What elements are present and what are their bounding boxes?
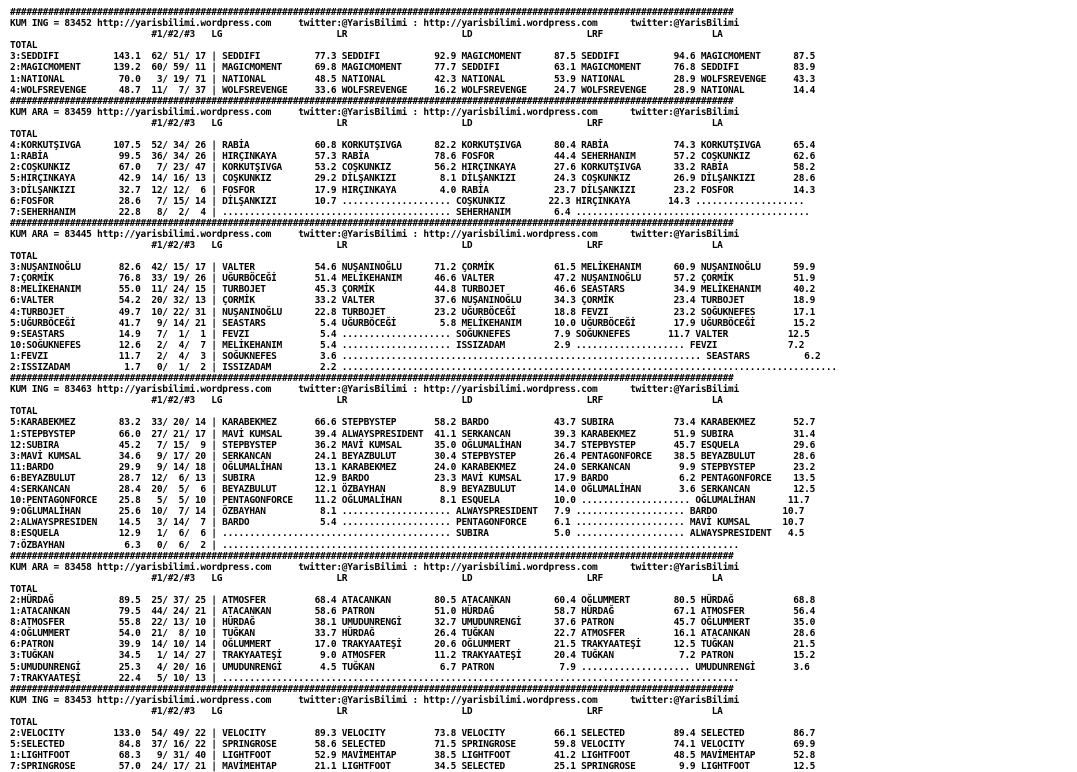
- horse-row: 9:OĞLUMALİHAN 25.6 10/ 7/ 14 | ÖZBAYHAN 8.1 .................... ALWAYSPRESIDENT 7.9 .................... BARDO 10.7: [10, 506, 805, 518]
- horse-row: 9:SEASTARS 14.9 7/ 1/ 1 | FEVZI 5.4 .................... SOĞUKNEFES 7.9 SOĞUKNEFES 11.7 VALTER 12.5: [10, 328, 810, 340]
- horse-row: 8:ATMOSFER 55.8 22/ 13/ 10 | HÜRDAĞ 38.1 UMUDUNRENGİ 32.7 UMUDUNRENGİ 37.6 PATRON 45.7 OĞLUMMERT 35.0: [10, 617, 816, 629]
- horse-row: 3:SEDDIFI 143.1 62/ 51/ 17 | SEDDIFI 77.3 SEDDIFI 92.9 MAGICMOMENT 87.5 SEDDIFI 94.6 MAGICMOMENT 87.5: [10, 51, 816, 63]
- column-header-line: #1/#2/#3 LG LR LD LRF LA: [10, 705, 723, 717]
- horse-row: 5:HIRÇINKAYA 42.9 14/ 16/ 13 | COŞKUNKIZ 29.2 DİLŞANKIZI 8.1 DİLŞANKIZI 24.3 COŞKUNKIZ 26.9 DİLŞANKIZI 28.6: [10, 173, 816, 185]
- horse-row: 1:NATIONAL 70.0 3/ 19/ 71 | NATIONAL 48.5 NATIONAL 42.3 NATIONAL 53.9 NATIONAL 28.9 WOLFSREVENGE 43.3: [10, 73, 816, 85]
- total-label: TOTAL: [10, 129, 38, 141]
- total-label: TOTAL: [10, 583, 38, 595]
- hash-separator: #####################################################################################################################################: [10, 373, 734, 385]
- horse-row: 5:UĞURBÖCEĞİ 41.7 9/ 14/ 21 | SEASTARS 5.4 UĞURBÖCEĞİ 5.8 MELİKEHANIM 10.0 UĞURBÖCEĞİ 17.9 UĞURBÖCEĞİ 15.2: [10, 317, 816, 329]
- horse-row: 4:SERKANCAN 28.4 20/ 5/ 6 | BEYAZBULUT 12.1 ÖZBAYHAN 8.9 BEYAZBULUT 14.0 OĞLUMALİHAN 3.6 SERKANCAN 12.5: [10, 484, 816, 496]
- column-header-line: #1/#2/#3 LG LR LD LRF LA: [10, 239, 723, 251]
- total-label: TOTAL: [10, 717, 38, 728]
- column-header-line: #1/#2/#3 LG LR LD LRF LA: [10, 395, 723, 407]
- horse-row: 4:KORKUTŞIVGA 107.5 52/ 34/ 26 | RABİA 60.8 KORKUTŞIVGA 82.2 KORKUTŞIVGA 80.4 RABİA 74.3 KORKUTŞIVGA 65.4: [10, 140, 816, 152]
- horse-row: 7:ÇORMİK 76.8 33/ 19/ 26 | UĞURBÖCEĞİ 51.4 MELİKEHANIM 46.6 VALTER 47.2 NUŞANINOĞLU 57.2 ÇORMİK 51.9: [10, 273, 816, 285]
- race-header-line: KUM ING = 83453 http://yarisbilimi.wordpress.com twitter:@YarisBilimi : http://yarisbilimi.wordpress.com twitter:@YarisBilimi: [10, 694, 739, 706]
- horse-row: 12:SUBIRA 45.2 7/ 15/ 9 | STEPBYSTEP 36.2 MAVİ KUMSAL 35.0 OĞLUMALİHAN 34.7 STEPBYSTEP 45.7 ESQUELA 29.6: [10, 439, 816, 451]
- horse-row: 2:COŞKUNKIZ 67.0 7/ 23/ 47 | KORKUTŞIVGA 53.2 COŞKUNKIZ 56.2 HIRÇINKAYA 27.6 KORKUTŞIVGA 33.2 RABİA 58.2: [10, 162, 816, 174]
- horse-row: 3:MAVİ KUMSAL 34.6 9/ 17/ 20 | SERKANCAN 24.1 BEYAZBULUT 30.4 STEPBYSTEP 26.4 PENTAGONFORCE 38.5 BEYAZBULUT 28.6: [10, 450, 816, 462]
- race-section: [10, 684, 837, 772]
- horse-row: 4:WOLFSREVENGE 48.7 11/ 7/ 37 | WOLFSREVENGE 33.6 WOLFSREVENGE 16.2 WOLFSREVENGE 24.7 WOLFSREVENGE 28.9 NATIONAL 14.4: [10, 84, 816, 96]
- hash-separator: #####################################################################################################################################: [10, 7, 734, 18]
- race-header-line: KUM ING = 83452 http://yarisbilimi.wordpress.com twitter:@YarisBilimi : http://yarisbilimi.wordpress.com twitter:@YarisBilimi: [10, 18, 739, 30]
- race-header-line: KUM ARA = 83459 http://yarisbilimi.wordpress.com twitter:@YarisBilimi : http://yarisbilimi.wordpress.com twitter:@YarisBilimi: [10, 106, 739, 118]
- horse-row: 11:BARDO 29.9 9/ 14/ 18 | OĞLUMALİHAN 13.1 KARABEKMEZ 24.0 KARABEKMEZ 24.0 SERKANCAN 9.9 STEPBYSTEP 23.2: [10, 461, 816, 473]
- horse-row: 6:BEYAZBULUT 28.7 12/ 6/ 13 | SUBIRA 12.9 BARDO 23.3 MAVİ KUMSAL 17.9 BARDO 6.2 PENTAGONFORCE 13.5: [10, 472, 816, 484]
- horse-row: 7:ÖZBAYHAN 6.3 0/ 6/ 2 | ...............................................................................................: [10, 539, 739, 551]
- horse-row: 6:FOSFOR 28.6 7/ 15/ 14 | DİLŞANKIZI 10.7 .................... COŞKUNKIZ 22.3 HIRÇINKAYA 14.3 ....................: [10, 195, 805, 207]
- horse-row: 4:TURBOJET 49.7 10/ 22/ 31 | NUŞANINOĞLU 22.8 TURBOJET 23.2 UĞURBÖCEĞİ 18.8 FEVZI 23.2 SOĞUKNEFES 17.1: [10, 306, 816, 318]
- horse-row: 2:ISSIZADAM 1.7 0/ 1/ 2 | ISSIZADAM 2.2 ...........................................................................................: [10, 362, 837, 373]
- horse-row: 8:ESQUELA 12.9 1/ 6/ 6 | .......................................... SUBIRA 5.0 .................... ALWAYSPRESIDENT 4.5: [10, 528, 805, 540]
- race-report-document: [10, 7, 837, 772]
- horse-row: 3:DİLŞANKIZI 32.7 12/ 12/ 6 | FOSFOR 17.9 HIRÇINKAYA 4.0 RABİA 23.7 DİLŞANKIZI 23.2 FOSFOR 14.3: [10, 184, 816, 196]
- horse-row: 7:TRAKYAATEŞİ 22.4 5/ 10/ 13 | ...............................................................................................: [10, 672, 739, 684]
- race-header-line: KUM ARA = 83458 http://yarisbilimi.wordpress.com twitter:@YarisBilimi : http://yarisbilimi.wordpress.com twitter:@YarisBilimi: [10, 561, 739, 573]
- race-header-line: KUM ARA = 83445 http://yarisbilimi.wordpress.com twitter:@YarisBilimi : http://yarisbilimi.wordpress.com twitter:@YarisBilimi: [10, 228, 739, 240]
- horse-row: 5:UMUDUNRENGİ 25.3 4/ 20/ 16 | UMUDUNRENGİ 4.5 TUĞKAN 6.7 PATRON 7.9 .................... UMUDUNRENGİ 3.6: [10, 661, 810, 673]
- horse-row: 7:SEHERHANIM 22.8 8/ 2/ 4 | .......................................... SEHERHANIM 6.4 ...........................................: [10, 206, 810, 218]
- race-section: [10, 551, 837, 684]
- horse-row: 10:PENTAGONFORCE 25.8 5/ 5/ 10 | PENTAGONFORCE 11.2 OĞLUMALİHAN 8.1 ESQUELA 10.0 .................... OĞLUMALİHAN 11.7: [10, 495, 810, 507]
- hash-separator: #####################################################################################################################################: [10, 550, 734, 562]
- horse-row: 1:STEPBYSTEP 66.0 27/ 21/ 17 | MAVİ KUMSAL 39.4 ALWAYSPRESIDENT 41.1 SERKANCAN 39.3 KARABEKMEZ 51.9 SUBIRA 31.4: [10, 428, 816, 440]
- race-section: [10, 96, 837, 218]
- horse-row: 2:HÜRDAĞ 89.5 25/ 37/ 25 | ATMOSFER 68.4 ATACANKAN 80.5 ATACANKAN 60.4 OĞLUMMERT 80.5 HÜRDAĞ 68.8: [10, 594, 816, 606]
- hash-separator: #####################################################################################################################################: [10, 683, 734, 695]
- total-label: TOTAL: [10, 251, 38, 263]
- column-header-line: #1/#2/#3 LG LR LD LRF LA: [10, 117, 723, 129]
- horse-row: 6:PATRON 39.9 14/ 10/ 14 | OĞLUMMERT 17.0 TRAKYAATEŞİ 20.6 OĞLUMMERT 21.5 TRAKYAATEŞİ 12.5 TUĞKAN 21.5: [10, 639, 816, 651]
- horse-row: 2:ALWAYSPRESIDEN 14.5 3/ 14/ 7 | BARDO 5.4 .................... PENTAGONFORCE 6.1 .................... MAVİ KUMSAL 10.7: [10, 517, 805, 529]
- column-header-line: #1/#2/#3 LG LR LD LRF LA: [10, 29, 723, 41]
- hash-separator: #####################################################################################################################################: [10, 95, 734, 107]
- horse-row: 5:SELECTED 84.8 37/ 16/ 22 | SPRINGROSE 58.6 SELECTED 71.5 SPRINGROSE 59.8 VELOCITY 74.1 VELOCITY 69.9: [10, 739, 816, 751]
- race-section: [10, 373, 837, 551]
- horse-row: 2:MAGICMOMENT 139.2 60/ 59/ 11 | MAGICMOMENT 69.8 MAGICMOMENT 77.7 SEDDIFI 63.1 MAGICMOMENT 76.8 SEDDIFI 83.9: [10, 62, 816, 74]
- total-label: TOTAL: [10, 406, 38, 418]
- horse-row: 2:VELOCITY 133.0 54/ 49/ 22 | VELOCITY 89.3 VELOCITY 73.8 VELOCITY 66.1 SELECTED 89.4 SELECTED 86.7: [10, 728, 816, 740]
- horse-row: 1:RABİA 99.5 36/ 34/ 26 | HIRÇINKAYA 57.3 RABİA 78.6 FOSFOR 44.4 SEHERHANIM 57.2 COŞKUNKIZ 62.6: [10, 151, 816, 163]
- horse-row: 10:SOĞUKNEFES 12.6 2/ 4/ 7 | MELİKEHANIM 5.4 .................... ISSIZADAM 2.9 .................... FEVZI 7.2: [10, 339, 805, 351]
- horse-row: 3:NUŞANINOĞLU 82.6 42/ 15/ 17 | VALTER 54.6 NUŞANINOĞLU 71.2 ÇORMİK 61.5 MELİKEHANIM 60.9 NUŞANINOĞLU 59.9: [10, 262, 816, 274]
- column-header-line: #1/#2/#3 LG LR LD LRF LA: [10, 572, 723, 584]
- horse-row: 5:KARABEKMEZ 83.2 33/ 20/ 14 | KARABEKMEZ 66.6 STEPBYSTEP 58.2 BARDO 43.7 SUBIRA 73.4 KARABEKMEZ 52.7: [10, 417, 816, 429]
- horse-row: 3:TUĞKAN 34.5 1/ 14/ 27 | TRAKYAATEŞİ 9.0 ATMOSFER 11.2 TRAKYAATEŞİ 20.4 TUĞKAN 7.2 PATRON 15.2: [10, 650, 816, 662]
- horse-row: 8:MELİKEHANIM 55.0 11/ 24/ 15 | TURBOJET 45.3 ÇORMİK 44.8 TURBOJET 46.6 SEASTARS 34.9 MELİKEHANIM 40.2: [10, 284, 816, 296]
- horse-row: 7:SPRINGROSE 57.0 24/ 17/ 21 | MAVİMEHTAP 21.1 LIGHTFOOT 34.5 SELECTED 25.1 SPRINGROSE 9.9 LIGHTFOOT 12.5: [10, 761, 816, 772]
- hash-separator: #####################################################################################################################################: [10, 217, 734, 229]
- race-section: [10, 7, 837, 96]
- horse-row: 1:LIGHTFOOT 68.3 9/ 31/ 40 | LIGHTFOOT 52.9 MAVİMEHTAP 38.5 LIGHTFOOT 41.2 LIGHTFOOT 48.5 MAVİMEHTAP 52.8: [10, 750, 816, 762]
- race-header-line: KUM ING = 83463 http://yarisbilimi.wordpress.com twitter:@YarisBilimi : http://yarisbilimi.wordpress.com twitter:@YarisBilimi: [10, 384, 739, 396]
- horse-row: 6:VALTER 54.2 20/ 32/ 13 | ÇORMİK 33.2 VALTER 37.6 NUŞANINOĞLU 34.3 ÇORMİK 23.4 TURBOJET 18.9: [10, 295, 816, 307]
- race-section: [10, 218, 837, 373]
- horse-row: 1:ATACANKAN 79.5 44/ 24/ 21 | ATACANKAN 58.6 PATRON 51.0 HÜRDAĞ 58.7 HÜRDAĞ 67.1 ATMOSFER 56.4: [10, 606, 816, 618]
- horse-row: 4:OĞLUMMERT 54.0 21/ 8/ 10 | TUĞKAN 33.7 HÜRDAĞ 26.4 TUĞKAN 22.7 ATMOSFER 16.1 ATACANKAN 28.6: [10, 628, 816, 640]
- horse-row: 1:FEVZI 11.7 2/ 4/ 3 | SOĞUKNEFES 3.6 .................................................................. SEASTARS 6.2: [10, 350, 821, 362]
- total-label: TOTAL: [10, 40, 38, 52]
